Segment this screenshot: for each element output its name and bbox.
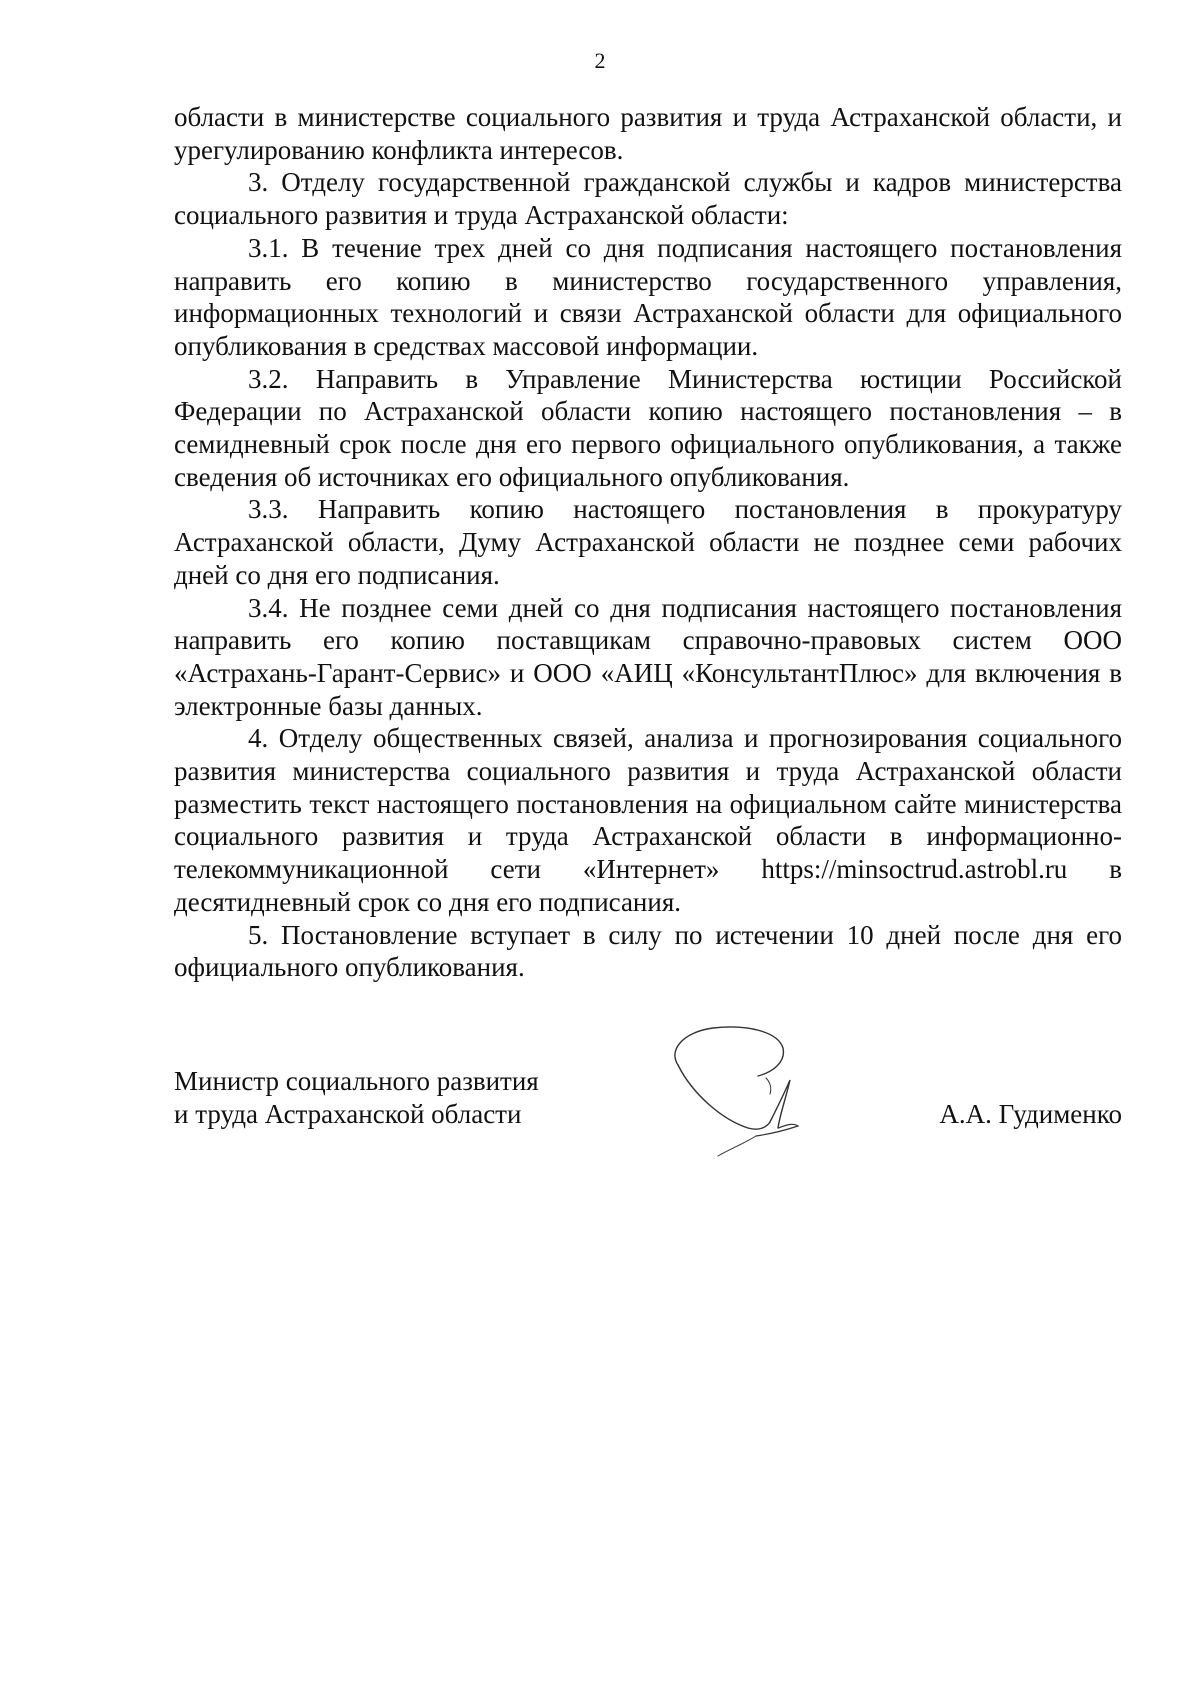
paragraph-item-3-4: 3.4. Не позднее семи дней со дня подписания настоящего постановления направить его копию поставщикам справочно-правовых систем ООО «Астрахань-Гарант-Сервис» и ООО «АИЦ «КонсультантПлюс» для включения в электронные базы данных. [174, 592, 1122, 721]
signatory-title [174, 1065, 539, 1130]
paragraph-item-3: 3. Отделу государственной гражданской службы и кадров министерства социального развития и труда Астраханской области: [174, 167, 1122, 231]
paragraph-item-3-1: 3.1. В течение трех дней со дня подписания настоящего постановления направить его копию в министерство государственного управления, информационных технологий и связи Астраханской области для официального опубликования в средствах массовой информации. [174, 232, 1122, 361]
page-number: 2 [594, 48, 606, 73]
signatory-title-line-2: и труда Астраханской области [174, 1098, 522, 1129]
paragraph-item-3-2: 3.2. Направить в Управление Министерства юстиции Российской Федерации по Астраханской области копию настоящего постановления – в семидневный срок после дня его первого официального опубликования, а также сведения об источниках его официального опубликования. [174, 363, 1122, 492]
paragraph-item-3-3: 3.3. Направить копию настоящего постановления в прокуратуру Астраханской области, Думу Астраханской области не позднее семи рабочих дней со дня его подписания. [174, 494, 1122, 590]
document-body [174, 101, 1122, 984]
signatory-name: А.А. Гудименко [939, 1099, 1122, 1129]
paragraph-item-4: 4. Отделу общественных связей, анализа и прогнозирования социального развития министерства социального развития и труда Астраханской области разместить текст настоящего постановления на официальном сайте министерства социального развития и труда Астраханской области в информационно-телекоммуникационной сети «Интернет» https://minsoctrud.astrobl.ru в десятидневный срок со дня его подписания. [174, 723, 1122, 917]
signatory-title-line-1: Министр социального развития [174, 1066, 539, 1096]
paragraph-item-5: 5. Постановление вступает в силу по истечении 10 дней после дня его официального опубликования. [174, 919, 1122, 983]
paragraph-continuation: области в министерстве социального развития и труда Астраханской области, и урегулированию конфликта интересов. [174, 102, 1122, 165]
handwritten-signature [658, 1010, 838, 1160]
